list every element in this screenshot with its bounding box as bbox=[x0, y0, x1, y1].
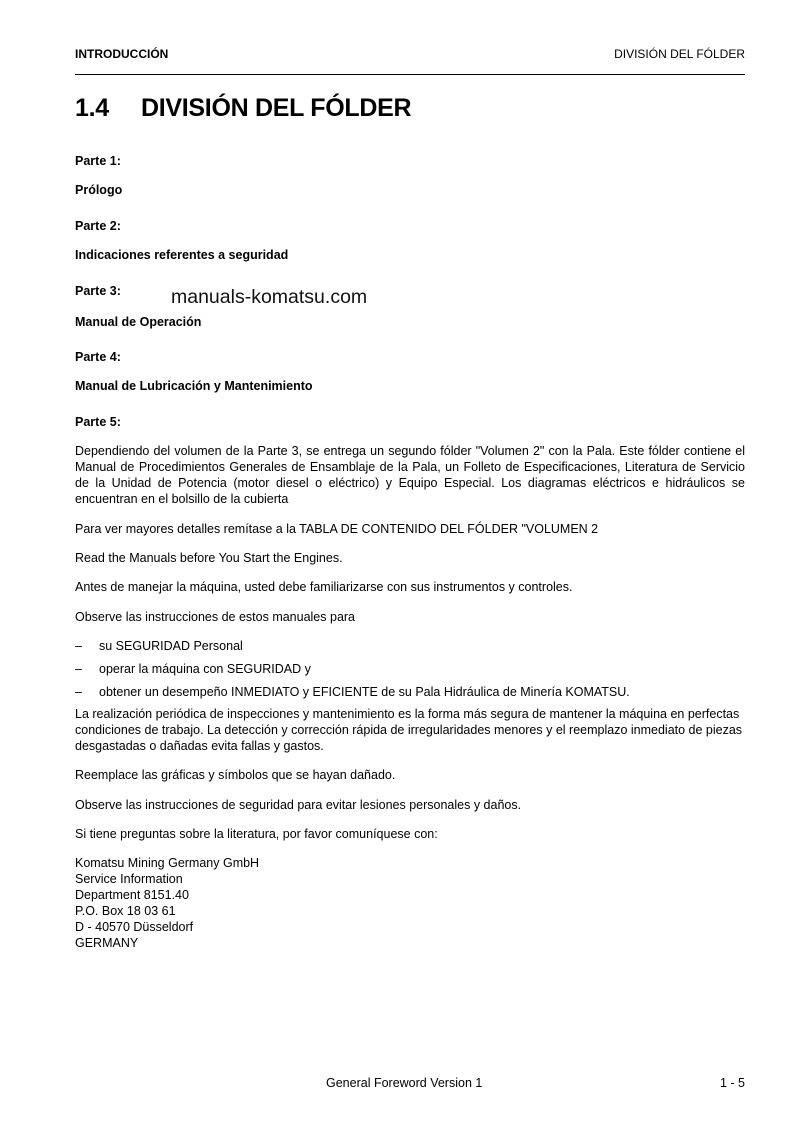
part-4-label: Parte 4: bbox=[75, 350, 121, 364]
part-5-label: Parte 5: bbox=[75, 415, 121, 429]
paragraph-table-of-contents: Para ver mayores detalles remítase a la TABLA DE CONTENIDO DEL FÓLDER "VOLUMEN 2 bbox=[75, 522, 599, 536]
address-department-name: Service Information bbox=[75, 872, 183, 886]
part-2-name: Indicaciones referentes a seguridad bbox=[75, 248, 289, 262]
part-2-label: Parte 2: bbox=[75, 219, 121, 233]
page-number: 1 - 5 bbox=[719, 1076, 745, 1090]
contact-address bbox=[75, 855, 745, 951]
address-po-box: P.O. Box 18 03 61 bbox=[75, 904, 176, 918]
paragraph-read-manuals: Read the Manuals before You Start the Engines. bbox=[75, 551, 343, 565]
paragraph-volume-2: Dependiendo del volumen de la Parte 3, se entrega un segundo fólder "Volumen 2" con la Pala. Este fólder contiene el Manual de Procedimientos Generales de Ensamblaje de la Pala, un Folleto de Especificaciones, Literatura de Servicio de la Unidad de Potencia (motor diesel o eléctrico) y Equipo Especial. Los diagramas eléctricos e hidráulicos se encuentran en el bolsillo de la cubierta bbox=[75, 444, 745, 506]
part-3-label: Parte 3: bbox=[75, 284, 121, 298]
section-title: DIVISIÓN DEL FÓLDER bbox=[141, 94, 412, 122]
footer-document: General Foreword Version 1 bbox=[326, 1076, 483, 1090]
paragraph-contact: Si tiene preguntas sobre la literatura, por favor comuníquese con: bbox=[75, 827, 438, 841]
part-4-name: Manual de Lubricación y Mantenimiento bbox=[75, 379, 313, 393]
header-chapter: DIVISIÓN DEL FÓLDER bbox=[614, 47, 745, 61]
paragraph-safety: Observe las instrucciones de seguridad para evitar lesiones personales y daños. bbox=[75, 798, 522, 812]
part-3-name: Manual de Operación bbox=[75, 315, 202, 329]
header-divider bbox=[75, 74, 745, 75]
paragraph-familiarize: Antes de manejar la máquina, usted debe familiarizarse con sus instrumentos y controles. bbox=[75, 580, 573, 594]
page-title bbox=[75, 94, 411, 123]
paragraph-maintenance: La realización periódica de inspecciones y mantenimiento es la forma más segura de mantener la máquina en perfectas condiciones de trabajo. La detección y corrección rápida de irregularidades menores y el reemplazo inmediato de piezas desgastadas o dañadas evita fallas y gastos. bbox=[75, 707, 743, 753]
dash-bullet: – bbox=[75, 639, 82, 653]
address-company: Komatsu Mining Germany GmbH bbox=[75, 856, 260, 870]
paragraph-replace-symbols: Reemplace las gráficas y símbolos que se hayan dañado. bbox=[75, 768, 396, 782]
section-number: 1.4 bbox=[75, 94, 109, 122]
address-city: D - 40570 Düsseldorf bbox=[75, 920, 194, 934]
part-1-name: Prólogo bbox=[75, 183, 123, 197]
list-item-text: obtener un desempeño INMEDIATO y EFICIENTE de su Pala Hidráulica de Minería KOMATSU. bbox=[99, 685, 630, 699]
dash-bullet: – bbox=[75, 685, 82, 699]
paragraph-observe-instructions: Observe las instrucciones de estos manuales para bbox=[75, 610, 356, 624]
dash-bullet: – bbox=[75, 662, 82, 676]
address-department-number: Department 8151.40 bbox=[75, 888, 189, 902]
watermark-text: manuals-komatsu.com bbox=[171, 286, 368, 308]
part-1-label: Parte 1: bbox=[75, 154, 121, 168]
address-country: GERMANY bbox=[75, 936, 139, 950]
list-item-text: su SEGURIDAD Personal bbox=[99, 639, 243, 653]
header-section: INTRODUCCIÓN bbox=[75, 47, 169, 61]
list-item-text: operar la máquina con SEGURIDAD y bbox=[99, 662, 311, 676]
